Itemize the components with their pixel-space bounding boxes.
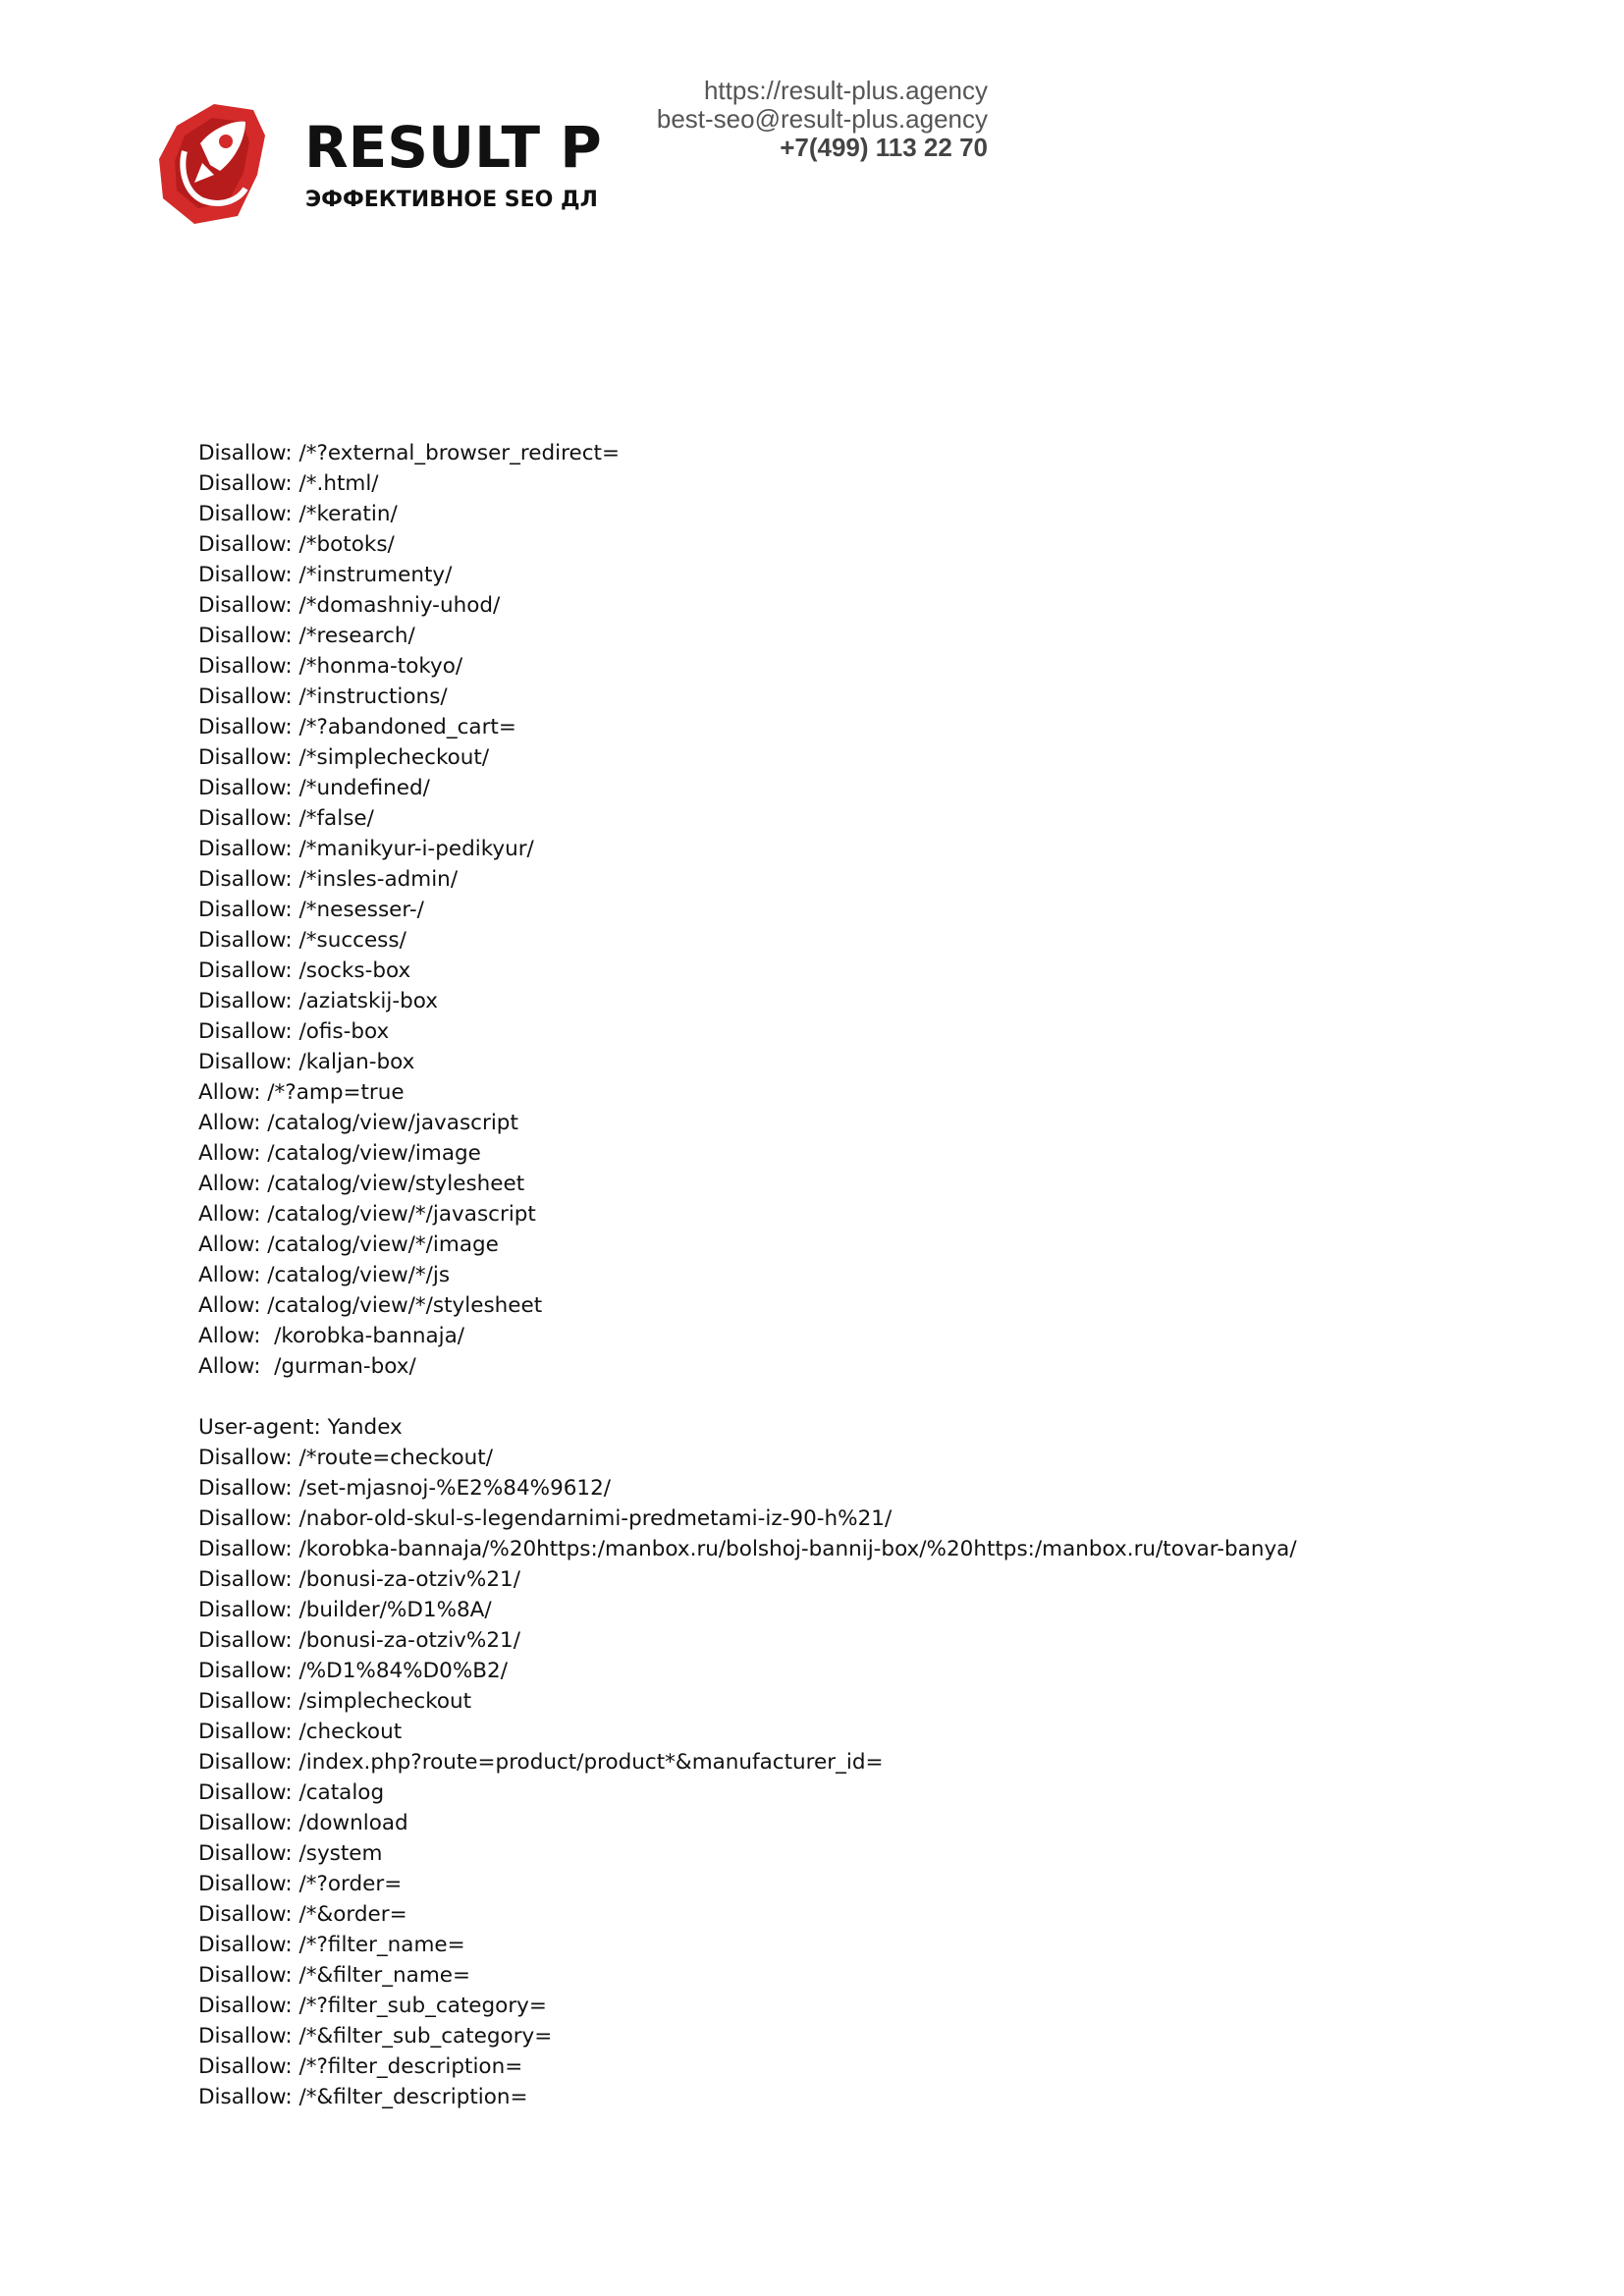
rule-line: Disallow: /%D1%84%D0%B2/ xyxy=(198,1659,508,1683)
rule-line: Allow: /korobka-bannaja/ xyxy=(198,1324,465,1348)
rule-line: Disallow: /*manikyur-i-pedikyur/ xyxy=(198,837,534,861)
rule-line: Disallow: /checkout xyxy=(198,1720,403,1744)
rule-line: Allow: /catalog/view/*/js xyxy=(198,1263,451,1287)
rule-line: Disallow: /catalog xyxy=(198,1780,385,1805)
phone-number[interactable]: +7(499) 113 22 70 xyxy=(780,133,988,162)
rule-line: Disallow: /nabor-old-skul-s-legendarnimi-predmetami-iz-90-h%21/ xyxy=(198,1506,893,1531)
rule-line: Allow: /catalog/view/image xyxy=(198,1141,481,1166)
rule-line: Disallow: /aziatskij-box xyxy=(198,989,438,1013)
rule-line: Disallow: /download xyxy=(198,1811,408,1835)
rule-line: Disallow: /*success/ xyxy=(198,928,406,953)
rule-line: Disallow: /ofis-box xyxy=(198,1019,390,1044)
rule-line: Disallow: /*?abandoned_cart= xyxy=(198,715,516,739)
rule-line: Disallow: /*?order= xyxy=(198,1872,403,1896)
rule-line: Disallow: /*route=checkout/ xyxy=(198,1446,493,1470)
rule-line: Disallow: /*domashniy-uhod/ xyxy=(198,593,501,618)
rule-line: Disallow: /*instructions/ xyxy=(198,684,448,709)
rule-line: Disallow: /*&filter_sub_category= xyxy=(198,2024,553,2049)
rule-line: Allow: /catalog/view/javascript xyxy=(198,1111,518,1135)
rule-line: Disallow: /*?filter_sub_category= xyxy=(198,1994,547,2018)
rocket-logo-icon xyxy=(155,96,602,229)
rule-line: Disallow: /*&order= xyxy=(198,1902,407,1927)
rule-line: Disallow: /*undefined/ xyxy=(198,776,430,800)
rule-line: Disallow: /*?filter_description= xyxy=(198,2054,523,2079)
robots-rules-list xyxy=(198,438,1297,2112)
rule-line: Disallow: /*keratin/ xyxy=(198,502,398,526)
rule-line: Disallow: /*&filter_name= xyxy=(198,1963,471,1988)
rule-line: Allow: /catalog/view/*/image xyxy=(198,1232,499,1257)
rule-line: Disallow: /*&filter_description= xyxy=(198,2085,528,2109)
rule-line: Disallow: /*botoks/ xyxy=(198,532,395,557)
rule-line: Disallow: /*?external_browser_redirect= xyxy=(198,441,620,465)
rule-line: Disallow: /kaljan-box xyxy=(198,1050,415,1074)
rule-line: Disallow: /korobka-bannaja/%20https:/manbox.ru/bolshoj-bannij-box/%20https:/manbox.ru/tovar-banya/ xyxy=(198,1537,1297,1561)
contact-block xyxy=(657,77,988,162)
logo-text: RESULT P xyxy=(304,114,602,181)
logo-subtitle: ЭФФЕКТИВНОЕ SEO ДЛ xyxy=(305,188,598,212)
rule-line: Allow: /catalog/view/stylesheet xyxy=(198,1172,525,1196)
rule-line: Disallow: /simplecheckout xyxy=(198,1689,472,1714)
rule-line: Disallow: /bonusi-za-otziv%21/ xyxy=(198,1628,520,1653)
rule-line: Disallow: /bonusi-za-otziv%21/ xyxy=(198,1567,520,1592)
email-link[interactable]: best-seo@result-plus.agency xyxy=(656,104,988,134)
rule-line: Disallow: /*research/ xyxy=(198,624,415,648)
rule-line: Disallow: /builder/%D1%8A/ xyxy=(198,1598,492,1622)
company-logo xyxy=(155,96,602,229)
rule-line: Disallow: /*?filter_name= xyxy=(198,1933,465,1957)
rule-line: Disallow: /socks-box xyxy=(198,958,411,983)
rule-line: Disallow: /*false/ xyxy=(198,806,374,831)
rule-line: Disallow: /*honma-tokyo/ xyxy=(198,654,463,679)
rule-line: Disallow: /*.html/ xyxy=(198,471,379,496)
rule-line: Disallow: /*insles-admin/ xyxy=(198,867,459,892)
rule-line: Disallow: /*instrumenty/ xyxy=(198,563,453,587)
rule-line: Disallow: /set-mjasnoj-%E2%84%9612/ xyxy=(198,1476,612,1501)
rule-line: Allow: /gurman-box/ xyxy=(198,1354,416,1379)
rule-line: User-agent: Yandex xyxy=(198,1415,403,1440)
website-link[interactable]: https://result-plus.agency xyxy=(703,76,988,105)
rule-line: Allow: /*?amp=true xyxy=(198,1080,405,1105)
rule-line: Allow: /catalog/view/*/javascript xyxy=(198,1202,536,1227)
rule-line: Disallow: /*simplecheckout/ xyxy=(198,745,490,770)
rule-line: Allow: /catalog/view/*/stylesheet xyxy=(198,1293,543,1318)
rule-line: Disallow: /system xyxy=(198,1841,383,1866)
rule-line: Disallow: /index.php?route=product/product*&manufacturer_id= xyxy=(198,1750,884,1775)
rule-line: Disallow: /*nesesser-/ xyxy=(198,898,424,922)
blank-line xyxy=(198,1382,1297,1412)
